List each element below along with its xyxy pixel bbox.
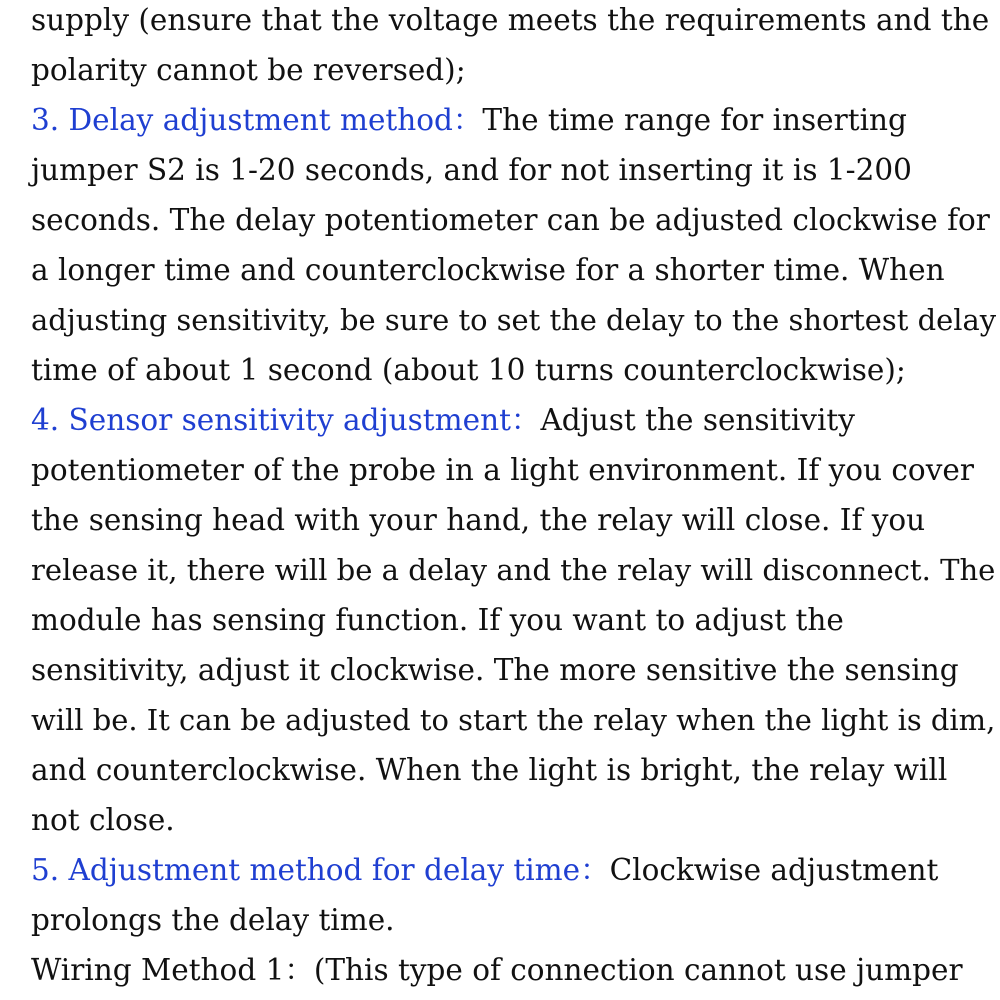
- instruction-document: [31, 0, 995, 995]
- text-line: and counterclockwise. When the light is bright, the relay will: [31, 753, 948, 787]
- section-4-line: [31, 395, 995, 445]
- text-line: time of about 1 second (about 10 turns counterclockwise);: [31, 353, 906, 387]
- section-3-heading: 3. Delay adjustment method：: [31, 103, 483, 137]
- text-line: module has sensing function. If you want to adjust the: [31, 603, 844, 637]
- text-line: potentiometer of the probe in a light environment. If you cover: [31, 453, 974, 487]
- text-line: sensitivity, adjust it clockwise. The more sensitive the sensing: [31, 653, 959, 687]
- text-line: jumper S2 is 1-20 seconds, and for not inserting it is 1-200: [31, 153, 912, 187]
- section-5-line: [31, 845, 995, 895]
- text-line: a longer time and counterclockwise for a shorter time. When: [31, 253, 945, 287]
- section-4-heading: 4. Sensor sensitivity adjustment：: [31, 403, 541, 437]
- text-line: seconds. The delay potentiometer can be adjusted clockwise for: [31, 203, 990, 237]
- text-line: release it, there will be a delay and the relay will disconnect. The: [31, 553, 996, 587]
- text-line: prolongs the delay time.: [31, 903, 395, 937]
- text-line: not close.: [31, 803, 175, 837]
- section-4-text: Adjust the sensitivity: [540, 403, 855, 437]
- text-line: supply (ensure that the voltage meets the requirements and the: [31, 3, 990, 37]
- text-line: polarity cannot be reversed);: [31, 53, 466, 87]
- text-line: will be. It can be adjusted to start the relay when the light is dim,: [31, 703, 996, 737]
- wiring-method-line: Wiring Method 1：(This type of connection cannot use jumper: [31, 953, 963, 987]
- section-5-heading: 5. Adjustment method for delay time：: [31, 853, 610, 887]
- section-3-text: The time range for inserting: [482, 103, 907, 137]
- section-3-line: [31, 95, 995, 145]
- text-line: the sensing head with your hand, the relay will close. If you: [31, 503, 926, 537]
- section-5-text: Clockwise adjustment: [609, 853, 939, 887]
- text-line: adjusting sensitivity, be sure to set the delay to the shortest delay: [31, 303, 997, 337]
